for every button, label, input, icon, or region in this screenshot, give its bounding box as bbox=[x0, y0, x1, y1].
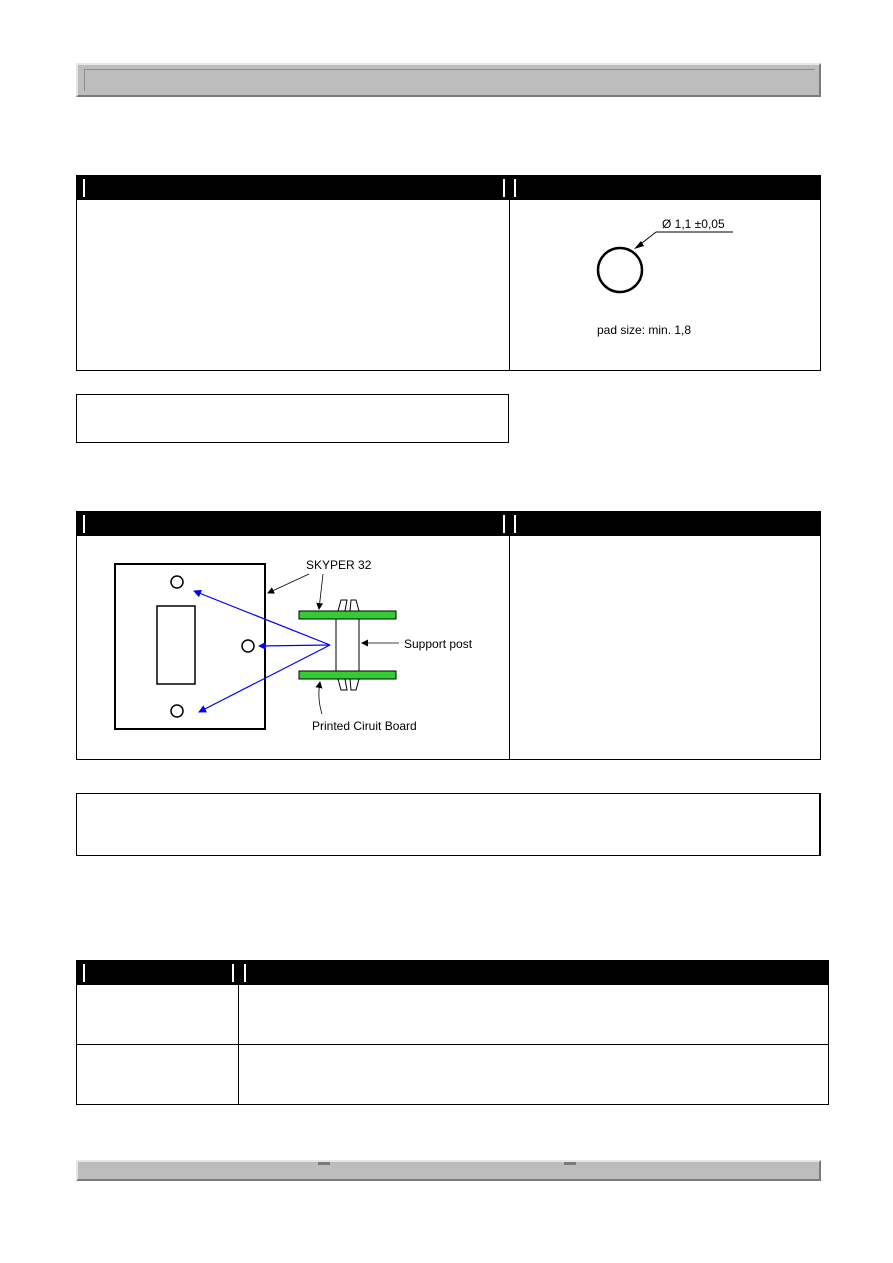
header-marker bbox=[83, 179, 85, 197]
table-3-header bbox=[77, 961, 828, 985]
support-post bbox=[336, 619, 359, 671]
page-header-bar bbox=[76, 63, 821, 97]
header-marker bbox=[83, 515, 85, 533]
mounting-hole-top bbox=[171, 576, 183, 588]
mounting-drawing bbox=[77, 536, 509, 759]
connector-slot bbox=[157, 606, 195, 684]
header-marker bbox=[503, 515, 505, 533]
drill-hole-circle bbox=[598, 248, 642, 292]
footer-tick bbox=[564, 1162, 576, 1165]
footer-tick bbox=[318, 1162, 330, 1165]
table-1-left-cell bbox=[77, 200, 509, 370]
pcb-board-top bbox=[299, 611, 396, 619]
header-marker bbox=[232, 964, 234, 982]
header-marker bbox=[514, 179, 516, 197]
table-1 bbox=[76, 175, 821, 371]
pcb-board-bottom bbox=[299, 671, 396, 679]
support-post-clip bbox=[338, 600, 347, 611]
support-post-clip bbox=[350, 679, 359, 690]
page-header-bar-inner bbox=[84, 69, 815, 91]
mounting-hole-bottom bbox=[171, 705, 183, 717]
drill-hole-drawing bbox=[510, 200, 820, 370]
pcb-label: Printed Ciruit Board bbox=[312, 719, 417, 733]
table-row bbox=[77, 985, 828, 1044]
header-marker bbox=[244, 964, 246, 982]
table-2 bbox=[76, 511, 821, 760]
support-post-label: Support post bbox=[404, 637, 473, 651]
table-3 bbox=[76, 960, 829, 1105]
note-box-2 bbox=[76, 793, 821, 856]
table-row bbox=[77, 1045, 828, 1104]
pad-size-label: pad size: min. 1,8 bbox=[597, 323, 692, 337]
diameter-label: Ø 1,1 ±0,05 bbox=[662, 217, 725, 231]
skyper-label: SKYPER 32 bbox=[306, 558, 372, 572]
pcb-leader bbox=[319, 682, 322, 714]
blue-arrow-middle bbox=[259, 645, 330, 646]
header-marker bbox=[503, 179, 505, 197]
skyper-leader bbox=[319, 574, 323, 609]
drill-hole-figure bbox=[510, 200, 820, 370]
support-post-clip bbox=[338, 679, 347, 690]
mounting-figure bbox=[77, 536, 509, 759]
table-2-right-cell bbox=[510, 536, 820, 759]
mounting-hole-middle bbox=[242, 640, 254, 652]
table-1-header bbox=[77, 176, 820, 200]
table-2-header bbox=[77, 512, 820, 536]
support-post-clip bbox=[350, 600, 359, 611]
page-footer-bar bbox=[76, 1160, 821, 1181]
header-marker bbox=[514, 515, 516, 533]
note-box-1 bbox=[76, 394, 509, 443]
skyper-leader bbox=[268, 574, 309, 593]
header-marker bbox=[83, 964, 85, 982]
